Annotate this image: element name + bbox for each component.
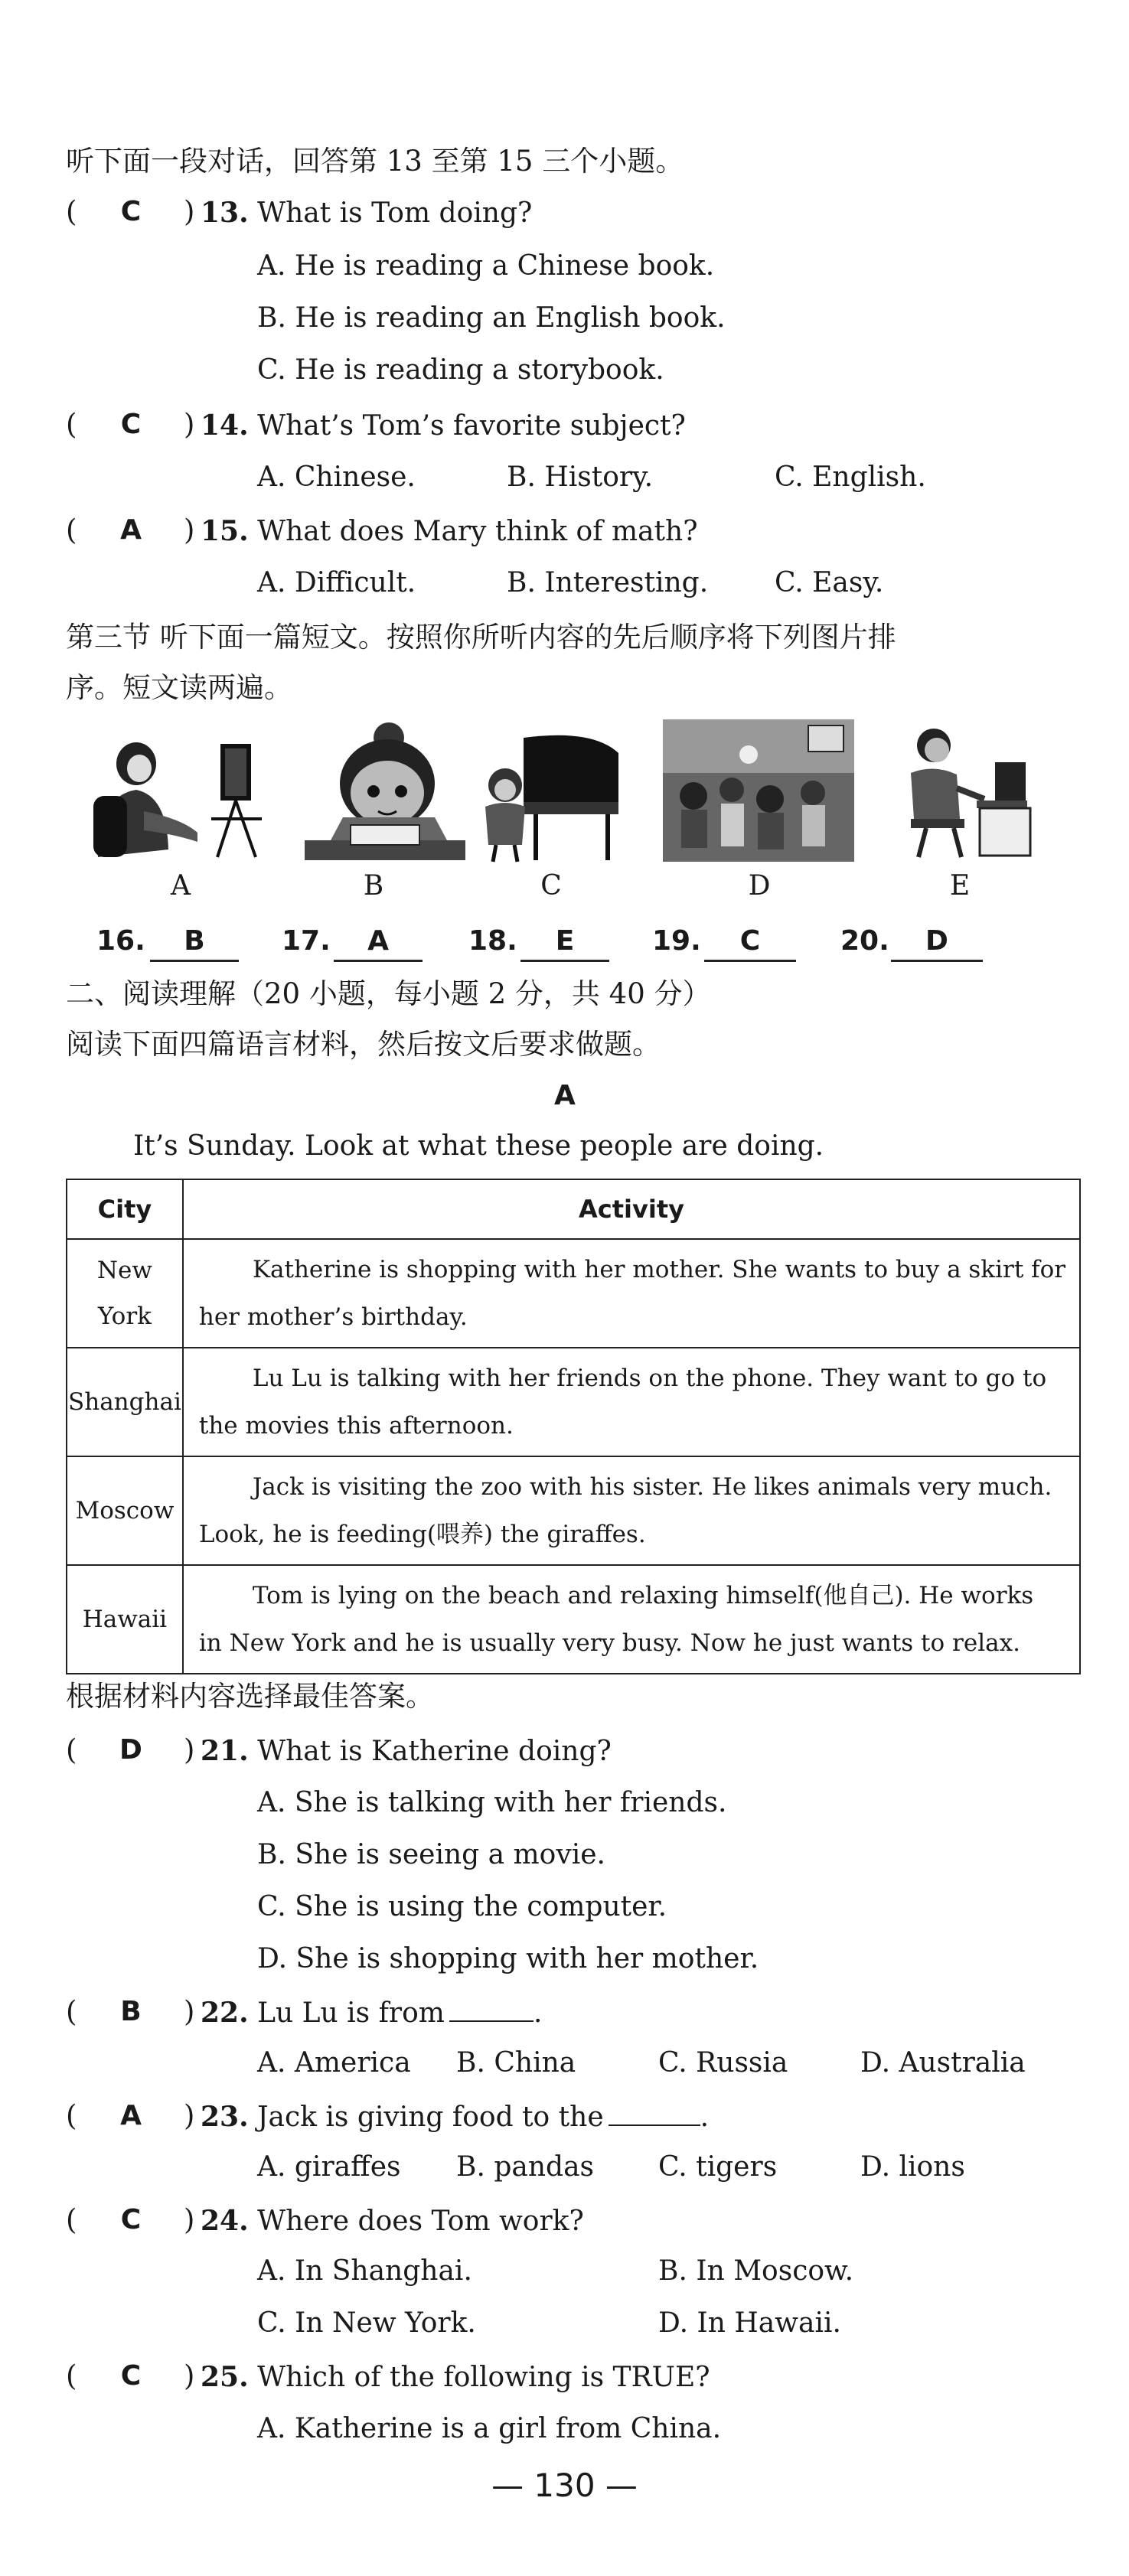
question-number: 23.: [201, 2101, 249, 2133]
answer-23: A: [120, 2100, 142, 2131]
question-number: 19.: [652, 925, 701, 957]
woman-watching-tv-icon: [83, 735, 266, 865]
city-cell: New York: [67, 1239, 183, 1348]
column-header-activity: Activity: [183, 1179, 1080, 1239]
answer-blank: [449, 1997, 534, 2022]
option: D. lions: [860, 2151, 965, 2183]
table-row: [67, 1565, 1080, 1674]
city-cell: Shanghai: [67, 1348, 183, 1456]
city-cell: Hawaii: [67, 1565, 183, 1674]
table-row: [67, 1239, 1080, 1348]
option: D. She is shopping with her mother.: [257, 1943, 759, 1974]
option: B. Interesting.: [507, 567, 709, 598]
answer-17: A: [334, 923, 423, 962]
picture-label: E: [949, 870, 971, 902]
section3-instruction-line2: 序。短文读两遍。: [66, 671, 292, 704]
question-number: 21.: [201, 1735, 249, 1767]
option: B. She is seeing a movie.: [257, 1839, 605, 1870]
option: B. History.: [507, 461, 654, 493]
answer-25: C: [120, 2360, 142, 2392]
section3-instruction-line1: 第三节 听下面一篇短文。按照你所听内容的先后顺序将下列图片排: [66, 621, 896, 654]
girl-at-piano-icon: [478, 722, 623, 865]
question-number: 24.: [201, 2205, 249, 2237]
option: B. He is reading an English book.: [257, 302, 726, 334]
question-number: 20.: [840, 925, 889, 957]
city-cell: Moscow: [67, 1456, 183, 1565]
table-row: [67, 1456, 1080, 1565]
answer-16: B: [150, 923, 239, 962]
question-text: What is Tom doing?: [257, 197, 533, 229]
option: C. In New York.: [257, 2307, 476, 2339]
question-text: What is Katherine doing?: [257, 1736, 612, 1767]
option: C. Easy.: [775, 567, 884, 598]
option: A. Chinese.: [257, 461, 416, 493]
table-header-row: [67, 1179, 1080, 1239]
picture-label: B: [363, 870, 384, 902]
option: A. giraffes: [257, 2151, 401, 2183]
question-text: What does Mary think of math?: [257, 516, 698, 547]
option: B. China: [456, 2047, 576, 2079]
question-text: Jack is giving food to the: [257, 2102, 604, 2133]
question-number: 13.: [201, 197, 249, 229]
option: A. America: [257, 2047, 411, 2079]
answer-13: C: [120, 196, 142, 227]
answer-19: C: [704, 923, 796, 962]
activity-cell: Katherine is shopping with her mother. She wants to buy a skirt for her mother’s birthday.: [183, 1239, 1080, 1348]
option: A. Difficult.: [257, 567, 416, 598]
option: B. pandas: [456, 2151, 595, 2183]
answer-14: C: [120, 409, 142, 440]
answer-21: D: [119, 1734, 142, 1766]
option: B. In Moscow.: [658, 2255, 854, 2287]
question-text: Which of the following is TRUE?: [257, 2362, 710, 2393]
option: C. Russia: [658, 2047, 788, 2079]
passage-intro: It’s Sunday. Look at what these people are doing.: [133, 1130, 824, 1162]
part2-instruction: 阅读下面四篇语言材料，然后按文后要求做题。: [66, 1028, 661, 1061]
activity-cell: Jack is visiting the zoo with his sister. He likes animals very much. Look, he is feeding(喂养) the giraffes.: [183, 1456, 1080, 1565]
activity-cell: Lu Lu is talking with her friends on the phone. They want to go to the movies this afternoon.: [183, 1348, 1080, 1456]
activity-cell: Tom is lying on the beach and relaxing himself(他自己). He works in New York and he is usually very busy. Now he just wants to relax.: [183, 1565, 1080, 1674]
option: C. English.: [775, 461, 926, 493]
table-row: [67, 1348, 1080, 1456]
option: A. She is talking with her friends.: [257, 1787, 727, 1818]
girl-writing-icon: [297, 718, 473, 865]
question-number: 15.: [201, 515, 249, 547]
picture-label: D: [748, 870, 771, 902]
activity-table: [66, 1179, 1081, 1674]
passage-label: A: [554, 1080, 576, 1111]
children-playing-icon: [663, 719, 854, 862]
man-at-computer-icon: [880, 719, 1033, 862]
question-number: 18.: [468, 925, 517, 957]
option: D. Australia: [860, 2047, 1026, 2079]
part2-heading: 二、阅读理解（20 小题，每小题 2 分，共 40 分）: [66, 977, 711, 1010]
option: C. He is reading a storybook.: [257, 354, 664, 386]
column-header-city: City: [67, 1179, 183, 1239]
option: D. In Hawaii.: [658, 2307, 841, 2339]
picture-label: A: [171, 870, 191, 902]
answer-22: B: [120, 1996, 142, 2027]
instruction-q13-15: 听下面一段对话，回答第 13 至第 15 三个小题。: [66, 145, 684, 178]
question-number: 25.: [201, 2361, 249, 2393]
question-number: 17.: [282, 925, 331, 957]
choose-instruction: 根据材料内容选择最佳答案。: [66, 1680, 434, 1713]
page-number: — 130 —: [491, 2467, 638, 2504]
option: C. She is using the computer.: [257, 1891, 667, 1922]
picture-label: C: [540, 870, 562, 902]
option: A. Katherine is a girl from China.: [257, 2413, 722, 2444]
answer-15: A: [120, 514, 142, 546]
option: A. In Shanghai.: [257, 2255, 472, 2287]
question-text: What’s Tom’s favorite subject?: [257, 410, 686, 442]
option: C. tigers: [658, 2151, 778, 2183]
question-number: 16.: [96, 925, 145, 957]
question-number: 14.: [201, 409, 249, 442]
answer-24: C: [120, 2204, 142, 2235]
answer-20: D: [891, 923, 983, 962]
answer-blank: [609, 2102, 700, 2126]
option: A. He is reading a Chinese book.: [257, 250, 715, 282]
question-text: Lu Lu is from: [257, 1997, 445, 2029]
answer-18: E: [520, 923, 609, 962]
question-number: 22.: [201, 1997, 249, 2029]
question-text: Where does Tom work?: [257, 2206, 584, 2237]
